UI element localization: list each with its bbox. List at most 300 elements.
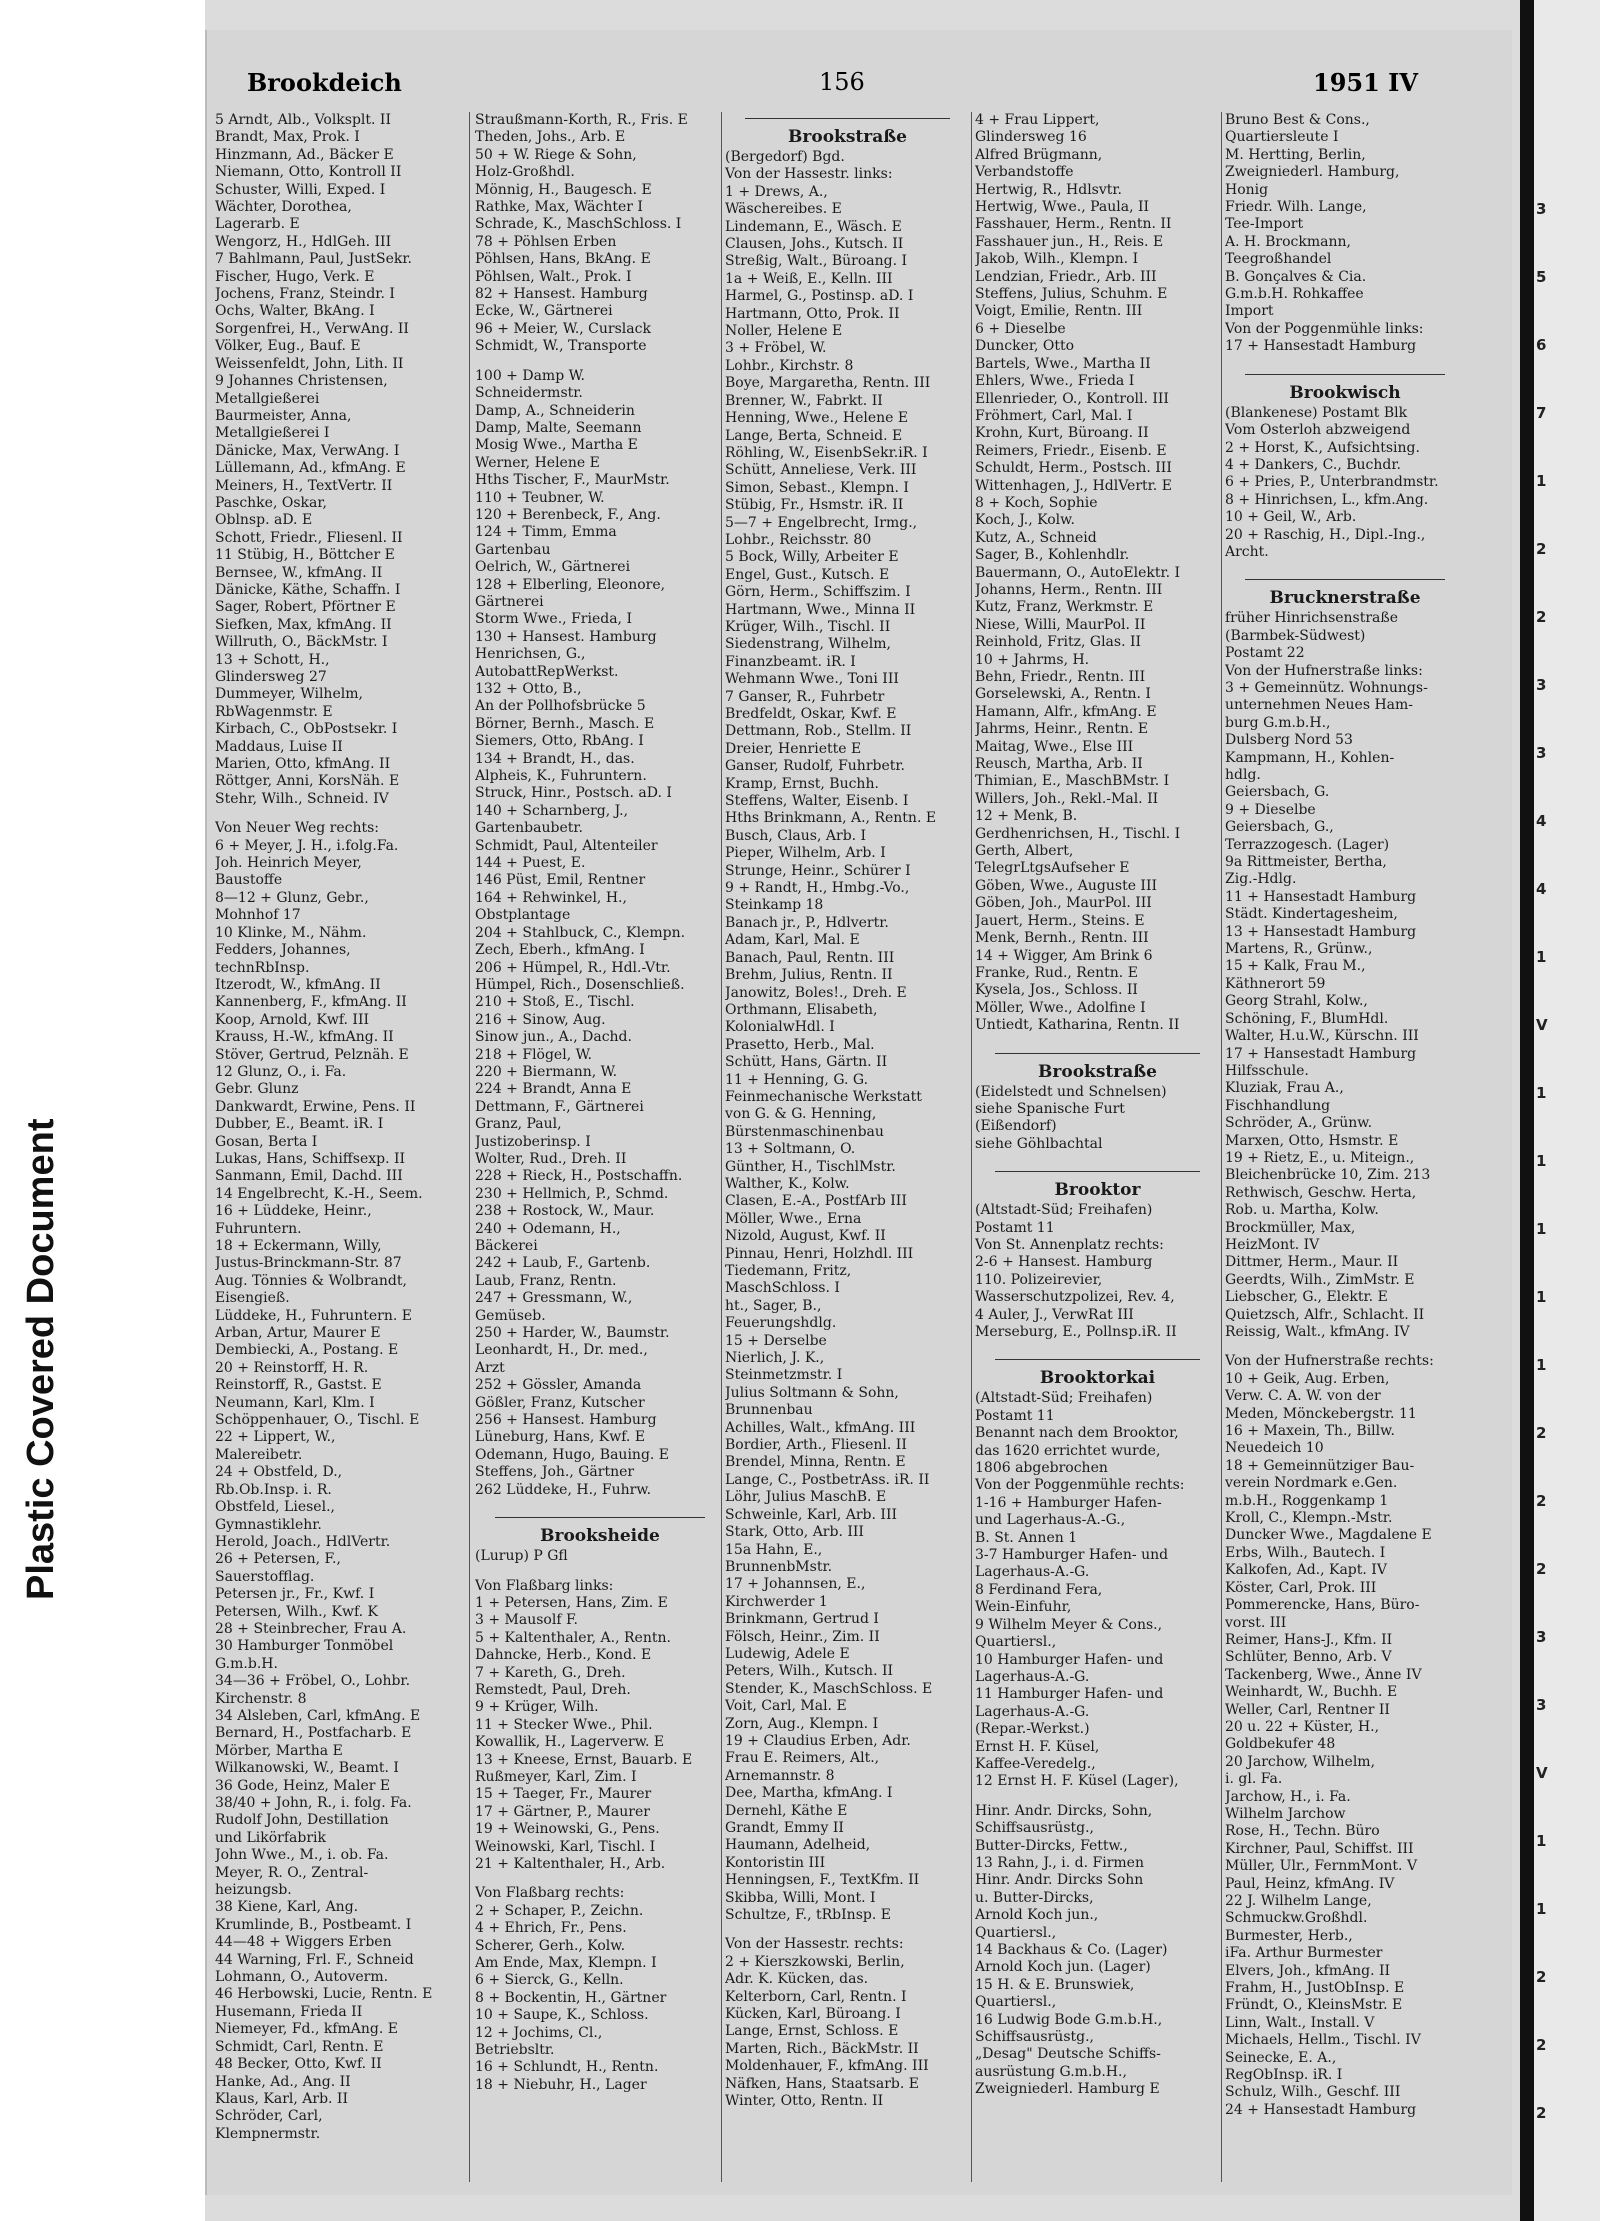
directory-entry: Ehlers, Wwe., Frieda I	[975, 373, 1135, 390]
adjacent-page-number: V	[1536, 1764, 1548, 1782]
side-label: Plastic Covered Document	[20, 1118, 62, 1600]
directory-entry: Leonhardt, H., Dr. med.,	[475, 1342, 648, 1359]
directory-entry: Ernst H. F. Küsel,	[975, 1738, 1100, 1755]
directory-entry: Johanns, Herm., Rentn. III	[975, 581, 1163, 598]
directory-entry: Marten, Rich., BäckMstr. II	[725, 2040, 919, 2057]
directory-entry: Röhling, W., EisenbSekr.iR. I	[725, 444, 928, 461]
directory-entry: siehe Göhlbachtal	[975, 1135, 1103, 1152]
directory-entry: 216 + Sinow, Aug.	[475, 1011, 606, 1028]
directory-entry: Lagerhaus-A.-G.	[975, 1668, 1090, 1685]
directory-entry: Stöver, Gertrud, Pelznäh. E	[215, 1046, 409, 1063]
section-rule	[1245, 374, 1445, 375]
directory-entry: Krüger, Wilh., Tischl. II	[725, 618, 891, 635]
adjacent-page-number: 4	[1536, 812, 1547, 830]
street-section-heading: Brookstraße	[788, 127, 907, 147]
directory-entry: Kannenberg, F., kfmAng. II	[215, 994, 407, 1011]
directory-entry: Hilfsschule.	[1225, 1062, 1309, 1079]
directory-entry: Hartmann, Wwe., Minna II	[725, 601, 916, 618]
directory-entry: „Desag" Deutsche Schiffs-	[975, 2046, 1161, 2063]
column-1	[215, 112, 465, 2187]
year-label: 1951 IV	[1313, 68, 1418, 97]
directory-entry: Schröder, Carl,	[215, 2108, 323, 2125]
directory-entry: 9 + Randt, H., Hmbg.-Vo.,	[725, 880, 910, 897]
directory-entry: Von der Hufnerstraße rechts:	[1225, 1353, 1434, 1370]
directory-entry: Arban, Artur, Maurer E	[215, 1325, 381, 1342]
column-2	[475, 112, 725, 2187]
directory-entry: Metallgießerei I	[215, 425, 330, 442]
directory-entry: Postamt 11	[975, 1407, 1055, 1424]
directory-entry: Schmidt, Paul, Altenteiler	[475, 837, 658, 854]
directory-entry: Steffens, Julius, Schuhm. E	[975, 286, 1168, 303]
directory-entry: Dulsberg Nord 53	[1225, 732, 1353, 749]
directory-entry: Import	[1225, 303, 1274, 320]
directory-entry: ht., Sager, B.,	[725, 1297, 822, 1314]
directory-entry: Bernsee, W., kfmAng. II	[215, 564, 383, 581]
directory-entry: Wehmann Wwe., Toni III	[725, 671, 899, 688]
directory-entry: Hths Brinkmann, A., Rentn. E	[725, 810, 937, 827]
directory-entry: Hamann, Alfr., kfmAng. E	[975, 703, 1157, 720]
spacer	[1225, 356, 1465, 368]
section-rule	[1245, 579, 1445, 580]
directory-entry: Gebr. Glunz	[215, 1081, 299, 1098]
directory-entry: 252 + Gössler, Amanda	[475, 1377, 642, 1394]
directory-entry: siehe Spanische Furt	[975, 1100, 1125, 1117]
directory-entry: 110 + Teubner, W.	[475, 489, 605, 506]
directory-entry: 16 + Lüddeke, Heinr.,	[215, 1203, 372, 1220]
directory-entry: Postamt 11	[975, 1219, 1055, 1236]
directory-entry: Pommerencke, Hans, Büro-	[1225, 1597, 1420, 1614]
directory-entry: Thimian, E., MaschBMstr. I	[975, 773, 1170, 790]
adjacent-page-number: 2	[1536, 1492, 1547, 1510]
directory-entry: Schütt, Anneliese, Verk. III	[725, 462, 917, 479]
directory-entry: Schütt, Hans, Gärtn. II	[725, 1054, 888, 1071]
adjacent-page-number: 1	[1536, 1084, 1547, 1102]
directory-entry: Wolter, Rud., Dreh. II	[475, 1150, 627, 1167]
directory-entry: Lüllemann, Ad., kfmAng. E	[215, 460, 406, 477]
directory-entry: Elvers, Joh., kfmAng. II	[1225, 1962, 1391, 1979]
directory-entry: Löhr, Julius MaschB. E	[725, 1489, 887, 1506]
directory-entry: Lagerhaus-A.-G.	[975, 1703, 1090, 1720]
directory-entry: 6 + Dieselbe	[975, 320, 1066, 337]
directory-entry: Koop, Arnold, Kwf. III	[215, 1011, 370, 1028]
directory-entry: 12 + Jochims, Cl.,	[475, 2024, 603, 2041]
adjacent-page-number: 1	[1536, 472, 1547, 490]
directory-entry: Aug. Tönnies & Wolbrandt,	[215, 1272, 407, 1289]
directory-entry: 8 + Hinrichsen, L., kfm.Ang.	[1225, 491, 1429, 508]
directory-entry: 36 Gode, Heinz, Maler E	[215, 1777, 391, 1794]
directory-entry: Wäschereibes. E	[725, 201, 842, 218]
directory-entry: Jarchow, H., i. Fa.	[1225, 1788, 1351, 1805]
directory-entry: Schöppenhauer, O., Tischl. E	[215, 1412, 420, 1429]
directory-entry: Lohbr., Kirchstr. 8	[725, 357, 854, 374]
directory-entry: Butter-Dircks, Fettw.,	[975, 1837, 1128, 1854]
directory-entry: Burmester, Herb.,	[1225, 1927, 1353, 1944]
directory-entry: Städt. Kindertagesheim,	[1225, 906, 1398, 923]
directory-entry: Justizoberinsp. I	[475, 1133, 591, 1150]
directory-entry: 1806 abgebrochen	[975, 1460, 1108, 1477]
directory-page	[205, 30, 1512, 2195]
directory-entry: Haumann, Adelheid,	[725, 1837, 871, 1854]
adjacent-page-number: 2	[1536, 2104, 1547, 2122]
spacer	[975, 1791, 1220, 1803]
directory-entry: Kirchner, Paul, Schiffst. III	[1225, 1840, 1414, 1857]
directory-entry: Paul, Heinz, kfmAng. IV	[1225, 1875, 1395, 1892]
directory-entry: Lange, C., PostbetrAss. iR. II	[725, 1471, 930, 1488]
spacer	[975, 1035, 1220, 1047]
directory-entry: Behn, Friedr., Rentn. III	[975, 669, 1146, 685]
directory-entry: Klempnermstr.	[215, 2125, 321, 2142]
adjacent-page-number: 2	[1536, 1560, 1547, 1578]
directory-entry: Terrazzogesch. (Lager)	[1225, 836, 1390, 853]
spacer	[1225, 1341, 1465, 1353]
directory-entry: 5 Bock, Willy, Arbeiter E	[725, 549, 899, 566]
directory-entry: Gärtnerei	[475, 593, 544, 610]
adjacent-page-number: 1	[1536, 1288, 1547, 1306]
directory-entry: 12 + Menk, B.	[975, 808, 1078, 825]
directory-entry: 120 + Berenbeck, F., Ang.	[475, 506, 661, 523]
directory-entry: 17 + Hansestadt Hamburg	[1225, 1045, 1417, 1062]
directory-entry: 10 Hamburger Hafen- und	[975, 1651, 1164, 1668]
directory-entry: Herold, Joach., HdlVertr.	[215, 1533, 391, 1550]
directory-entry: 7 Ganser, R., Fuhrbetr	[725, 688, 885, 705]
directory-entry: Engel, Gust., Kutsch. E	[725, 566, 890, 583]
directory-entry: Günther, H., TischlMstr.	[725, 1158, 896, 1175]
directory-entry: 15a Hahn, E.,	[725, 1541, 823, 1558]
directory-entry: Paschke, Oskar,	[215, 494, 327, 511]
directory-entry: Glindersweg 16	[975, 129, 1087, 146]
directory-entry: u. Butter-Dircks,	[975, 1889, 1094, 1906]
directory-entry: AutobattRepWerkst.	[475, 663, 619, 680]
directory-entry: Stender, K., MaschSchloss. E	[725, 1680, 933, 1697]
directory-entry: Streßig, Walt., Büroang. I	[725, 253, 908, 270]
directory-entry: Reinstorff, R., Gastst. E	[215, 1377, 382, 1394]
adjacent-page-number: 3	[1536, 744, 1547, 762]
adjacent-page-number: 2	[1536, 2036, 1547, 2054]
page-edge-shadow	[1520, 0, 1534, 2221]
directory-entry: Müller, Ulr., FernmMont. V	[1225, 1858, 1418, 1875]
directory-entry: Schott, Friedr., Fliesenl. II	[215, 529, 403, 546]
directory-entry: Siemers, Otto, RbAng. I	[475, 733, 644, 750]
directory-entry: Lüneburg, Hans, Kwf. E	[475, 1429, 646, 1446]
directory-entry: Theden, Johs., Arb. E	[475, 129, 626, 146]
directory-entry: BrunnenbMstr.	[725, 1558, 833, 1575]
directory-entry: Henrichsen, G.,	[475, 646, 586, 663]
directory-entry: 8—12 + Glunz, Gebr.,	[215, 889, 369, 906]
directory-entry: 3-7 Hamburger Hafen- und	[975, 1547, 1169, 1564]
directory-entry: Clausen, Johs., Kutsch. II	[725, 236, 904, 253]
directory-entry: 22 + Lippert, W.,	[215, 1429, 336, 1446]
directory-entry: 78 + Pöhlsen Erben	[475, 233, 617, 250]
directory-entry: 19 + Weinowski, G., Pens.	[475, 1821, 660, 1838]
left-margin-band	[0, 0, 205, 2221]
directory-entry: Rethwisch, Geschw. Herta,	[1225, 1184, 1417, 1201]
street-section-heading: Brookstraße	[1038, 1061, 1157, 1082]
directory-entry: 9 + Krüger, Wilh.	[475, 1699, 599, 1716]
directory-entry: 14 Backhaus & Co. (Lager)	[975, 1942, 1168, 1958]
directory-entry: 46 Herbowski, Lucie, Rentn. E	[215, 1986, 433, 2003]
directory-entry: Lindemann, E., Wäsch. E	[725, 218, 902, 235]
street-section-heading: Brookwisch	[1289, 382, 1401, 403]
directory-entry: Dernehl, Käthe E	[725, 1802, 848, 1819]
adjacent-page-number: 2	[1536, 540, 1547, 558]
directory-entry: Steffens, Walter, Eisenb. I	[725, 793, 909, 810]
directory-entry: 11 Hamburger Hafen- und	[975, 1686, 1164, 1703]
directory-entry: M. Hertting, Berlin,	[1225, 146, 1366, 163]
adjacent-page-number: 3	[1536, 1628, 1547, 1646]
directory-entry: Linn, Walt., Install. V	[1225, 2014, 1375, 2031]
adjacent-page-number: 1	[1536, 1900, 1547, 1918]
directory-entry: Quietzsch, Alfr., Schlacht. II	[1225, 1306, 1425, 1323]
directory-entry: Röttger, Anni, KorsNäh. E	[215, 773, 400, 790]
directory-entry: Krumlinde, B., Postbeamt. I	[215, 1916, 412, 1933]
directory-entry: 15 + Derselbe	[725, 1332, 827, 1349]
directory-entry: 34—36 + Fröbel, O., Lohbr.	[215, 1673, 411, 1690]
directory-entry: Brockmüller, Max,	[1225, 1219, 1356, 1236]
directory-entry: G.m.b.H. Rohkaffee	[1225, 286, 1364, 303]
directory-entry: Sorgenfrei, H., VerwAng. II	[215, 320, 409, 337]
directory-entry: Voigt, Emilie, Rentn. III	[975, 303, 1143, 320]
directory-entry: Stehr, Wilh., Schneid. IV	[215, 790, 389, 807]
directory-entry: 24 + Hansestadt Hamburg	[1225, 2101, 1417, 2118]
directory-entry: Skibba, Willi, Mont. I	[725, 1889, 876, 1906]
directory-entry: 16 Ludwig Bode G.m.b.H.,	[975, 2011, 1163, 2028]
directory-entry: 10 + Saupe, K., Schloss.	[475, 2007, 649, 2024]
column-divider	[469, 112, 470, 2182]
directory-entry: 13 Rahn, J., i. d. Firmen	[975, 1854, 1144, 1871]
directory-entry: Kramp, Ernst, Buchh.	[725, 775, 879, 792]
directory-entry: Frau E. Reimers, Alt.,	[725, 1750, 880, 1767]
page-number: 156	[819, 68, 865, 96]
directory-entry: 2 + Horst, K., Aufsichtsing.	[1225, 439, 1420, 456]
directory-entry: Wilkanowski, W., Beamt. I	[215, 1760, 399, 1777]
adjacent-page-number: 5	[1536, 268, 1547, 286]
directory-entry: Husemann, Frieda II	[215, 2003, 363, 2020]
directory-entry: 1 + Drews, A.,	[725, 183, 828, 200]
directory-entry: Baurmeister, Anna,	[215, 407, 352, 424]
directory-entry: 9 Johannes Christensen,	[215, 373, 388, 390]
directory-entry: Steinmetzmstr. I	[725, 1367, 843, 1384]
directory-entry: Henning, Wwe., Helene E	[725, 410, 909, 427]
directory-entry: Kluziak, Frau A.,	[1225, 1080, 1344, 1097]
directory-entry: Schröder, A., Grünw.	[1225, 1115, 1373, 1132]
directory-entry: Neuedeich 10	[1225, 1440, 1324, 1457]
directory-entry: Fedders, Johannes,	[215, 942, 351, 959]
directory-entry: Fischhandlung	[1225, 1097, 1331, 1114]
directory-entry: 13 + Hansestadt Hamburg	[1225, 923, 1417, 940]
directory-entry: 134 + Brandt, H., das.	[475, 750, 635, 767]
directory-entry: Schuldt, Herm., Postsch. III	[975, 460, 1172, 477]
directory-entry: Orthmann, Elisabeth,	[725, 1001, 878, 1018]
directory-entry: Fasshauer, Herm., Rentn. II	[975, 216, 1172, 233]
directory-entry: Janowitz, Boles!., Dreh. E	[725, 984, 907, 1001]
directory-entry: 8 Ferdinand Fera,	[975, 1581, 1103, 1598]
section-rule	[745, 118, 950, 119]
directory-entry: und Likörfabrik	[215, 1829, 326, 1846]
directory-entry: 20 u. 22 + Küster, H.,	[1225, 1718, 1380, 1735]
directory-entry: Arnold Koch jun. (Lager)	[975, 1959, 1151, 1976]
column-divider	[1221, 112, 1222, 2182]
directory-entry: 38/40 + John, R., i. folg. Fa.	[215, 1795, 412, 1811]
directory-entry: und Lagerhaus-A.-G.,	[975, 1512, 1126, 1529]
directory-entry: John Wwe., M., i. ob. Fa.	[215, 1847, 389, 1864]
directory-entry: Jochens, Franz, Steindr. I	[215, 286, 395, 303]
adjacent-page-number: 2	[1536, 1968, 1547, 1986]
directory-entry: Harmel, G., Postinsp. aD. I	[725, 288, 914, 305]
directory-entry: Duncker Wwe., Magdalene E	[1225, 1527, 1432, 1544]
adjacent-page-number: 1	[1536, 1356, 1547, 1374]
directory-entry: Boye, Margaretha, Rentn. III	[725, 375, 931, 392]
directory-entry: Schulz, Wilh., Geschf. III	[1225, 2084, 1401, 2101]
directory-entry: Bredfeldt, Oskar, Kwf. E	[725, 706, 897, 722]
directory-entry: Kirchwerder 1	[725, 1593, 828, 1610]
directory-entry: 34 Alsleben, Carl, kfmAng. E	[215, 1707, 421, 1724]
directory-entry: Dettmann, Rob., Stellm. II	[725, 723, 912, 740]
spacer	[975, 1153, 1220, 1165]
directory-entry: 2-6 + Hansest. Hamburg	[975, 1254, 1153, 1271]
directory-entry: Bürstenmaschinenbau	[725, 1123, 884, 1140]
directory-entry: Hümpel, Rich., Dosenschließ.	[475, 976, 685, 993]
directory-entry: 20 Jarchow, Wilhelm,	[1225, 1753, 1376, 1770]
directory-entry: Baustoffe	[215, 872, 283, 889]
directory-entry: 247 + Gressmann, W.,	[475, 1290, 633, 1307]
directory-entry: Reimers, Friedr., Eisenb. E	[975, 442, 1167, 459]
directory-entry: 10 + Geil, W., Arb.	[1225, 509, 1357, 526]
directory-entry: 18 + Niebuhr, H., Lager	[475, 2076, 647, 2093]
directory-entry: Bäckerei	[475, 1238, 538, 1254]
directory-entry: Malereibetr.	[215, 1446, 303, 1463]
directory-entry: Zweigniederl. Hamburg,	[1225, 164, 1400, 181]
directory-entry: Marxen, Otto, Hsmstr. E	[1225, 1132, 1399, 1149]
directory-entry: Weissenfeldt, John, Lith. II	[215, 355, 404, 372]
directory-entry: Bordier, Arth., Fliesenl. II	[725, 1437, 907, 1454]
directory-entry: Vom Osterloh abzweigend	[1225, 422, 1411, 439]
column-5	[1225, 112, 1465, 2187]
directory-entry: Kutz, A., Schneid	[975, 529, 1097, 546]
directory-entry: Dettmann, F., Gärtnerei	[475, 1098, 644, 1115]
directory-entry: 28 + Steinbrecher, Frau A.	[215, 1620, 407, 1637]
adjacent-page-number: 1	[1536, 948, 1547, 966]
directory-entry: Sanmann, Emil, Dachd. III	[215, 1168, 403, 1185]
directory-entry: 8 + Koch, Sophie	[975, 494, 1098, 511]
directory-entry: Pieper, Wilhelm, Arb. I	[725, 845, 886, 862]
directory-entry: Geiersbach, G.,	[1225, 819, 1334, 836]
directory-entry: Rußmeyer, Karl, Zim. I	[475, 1768, 637, 1785]
directory-entry: Bartels, Wwe., Martha II	[975, 355, 1151, 372]
directory-entry: Reinhold, Fritz, Glas. II	[975, 634, 1142, 651]
directory-entry: 1 + Petersen, Hans, Zim. E	[475, 1594, 668, 1611]
directory-entry: 15 + Kalk, Frau M.,	[1225, 958, 1366, 975]
directory-entry: Wächter, Dorothea,	[215, 199, 352, 216]
directory-entry: Schrade, K., MaschSchloss. I	[475, 216, 682, 233]
directory-entry: Odemann, Hugo, Bauing. E	[475, 1446, 670, 1463]
directory-entry: Fasshauer jun., H., Reis. E	[975, 233, 1164, 250]
directory-entry: Scherer, Gerh., Kolw.	[475, 1937, 626, 1954]
directory-entry: Schuster, Willi, Exped. I	[215, 181, 386, 198]
directory-entry: Rudolf John, Destillation	[215, 1812, 389, 1829]
directory-entry: Pinnau, Henri, Holzhdl. III	[725, 1245, 914, 1262]
directory-entry: Gemüseb.	[475, 1307, 546, 1324]
directory-entry: Kaffee-Veredelg.,	[975, 1755, 1096, 1772]
directory-entry: Arzt	[475, 1359, 505, 1376]
directory-entry: Dänicke, Käthe, Schaffn. I	[215, 581, 401, 598]
directory-entry: Von Flaßbarg links:	[475, 1577, 614, 1594]
directory-entry: 12 Ernst H. F. Küsel (Lager),	[975, 1773, 1179, 1790]
directory-entry: 238 + Rostock, W., Maur.	[475, 1203, 655, 1220]
directory-entry: Damp, Malte, Seemann	[475, 419, 642, 436]
directory-entry: Stark, Otto, Arb. III	[725, 1524, 864, 1541]
directory-entry: Itzerodt, W., kfmAng. II	[215, 976, 381, 993]
directory-entry: Mönnig, H., Baugesch. E	[475, 181, 652, 198]
directory-entry: Brenner, W., Fabrkt. II	[725, 392, 883, 409]
directory-entry: Werner, Helene E	[475, 454, 600, 471]
directory-entry: Von St. Annenplatz rechts:	[975, 1236, 1164, 1253]
directory-entry: Marien, Otto, kfmAng. II	[215, 756, 391, 773]
directory-entry: Jauert, Herm., Steins. E	[975, 912, 1145, 929]
directory-entry: Von der Hassestr. rechts:	[725, 1936, 904, 1953]
directory-entry: Zweigniederl. Hamburg E	[975, 2081, 1160, 2098]
directory-entry: Adam, Karl, Mal. E	[725, 932, 860, 949]
directory-entry: 14 + Wigger, Am Brink 6	[975, 947, 1153, 964]
directory-entry: technRbInsp.	[215, 959, 310, 976]
directory-entry: Niese, Willi, MaurPol. II	[975, 616, 1146, 633]
directory-entry: Ochs, Walter, BkAng. I	[215, 303, 375, 320]
directory-entry: von G. & G. Henning,	[725, 1106, 877, 1123]
directory-entry: 9 Wilhelm Meyer & Cons.,	[975, 1616, 1163, 1633]
directory-entry: Granz, Paul,	[475, 1116, 562, 1133]
directory-entry: 4 + Frau Lippert,	[975, 112, 1100, 128]
directory-entry: Lukas, Hans, Schiffsexp. II	[215, 1150, 406, 1167]
directory-entry: Stübig, Fr., Hsmstr. iR. II	[725, 497, 904, 514]
directory-entry: Völker, Eug., Bauf. E	[215, 338, 361, 355]
directory-entry: Siefken, Max, kfmAng. II	[215, 616, 392, 633]
directory-entry: Dahncke, Herb., Kond. E	[475, 1647, 652, 1664]
directory-entry: Brinkmann, Gertrud I	[725, 1611, 879, 1628]
directory-entry: Ludewig, Adele E	[725, 1645, 850, 1662]
directory-entry: Feinmechanische Werkstatt	[725, 1088, 922, 1105]
directory-entry: Von der Hufnerstraße links:	[1225, 662, 1423, 679]
directory-entry: 8 + Bockentin, H., Gärtner	[475, 1989, 667, 2006]
directory-entry: 224 + Brandt, Anna E	[475, 1081, 632, 1098]
directory-entry: Von der Poggenmühle links:	[1225, 320, 1424, 337]
page-header	[207, 68, 1512, 108]
street-section-heading: Brooktor	[1054, 1180, 1141, 1201]
directory-entry: Bleichenbrücke 10, Zim. 213	[1225, 1167, 1431, 1184]
directory-entry: Kampmann, H., Kohlen-	[1225, 749, 1395, 766]
directory-entry: Niemann, Otto, Kontroll II	[215, 164, 402, 181]
directory-entry: 7 Bahlmann, Paul, JustSekr.	[215, 251, 412, 268]
directory-entry: Struck, Hinr., Postsch. aD. I	[475, 785, 672, 802]
directory-entry: Rob. u. Martha, Kolw.	[1225, 1202, 1379, 1219]
directory-entry: Schiffsausrüstg.,	[975, 1820, 1094, 1837]
adjacent-page-number: 1	[1536, 1832, 1547, 1850]
directory-entry: Gerth, Albert,	[975, 843, 1074, 860]
directory-entry: Lange, Berta, Schneid. E	[725, 427, 903, 444]
directory-entry: B. St. Annen 1	[975, 1529, 1078, 1546]
directory-entry: Remstedt, Paul, Dreh.	[475, 1681, 631, 1698]
directory-entry: 13 + Kneese, Ernst, Bauarb. E	[475, 1751, 693, 1768]
directory-entry: Simon, Sebast., Klempn. I	[725, 479, 909, 496]
directory-entry: 110. Polizeirevier,	[975, 1271, 1103, 1288]
directory-entry: Sinow jun., A., Dachd.	[475, 1029, 632, 1046]
directory-entry: Verw. C. A. W. von der	[1225, 1388, 1381, 1405]
directory-entry: (Altstadt-Süd; Freihafen)	[975, 1390, 1153, 1407]
spacer	[215, 808, 465, 820]
directory-entry: Busch, Claus, Arb. I	[725, 827, 867, 844]
directory-entry: Börner, Bernh., Masch. E	[475, 715, 655, 732]
directory-entry: 26 + Petersen, F.,	[215, 1551, 341, 1568]
directory-entry: Zorn, Aug., Klempn. I	[725, 1715, 879, 1732]
directory-entry: 3 + Gemeinnütz. Wohnungs-	[1225, 679, 1428, 696]
